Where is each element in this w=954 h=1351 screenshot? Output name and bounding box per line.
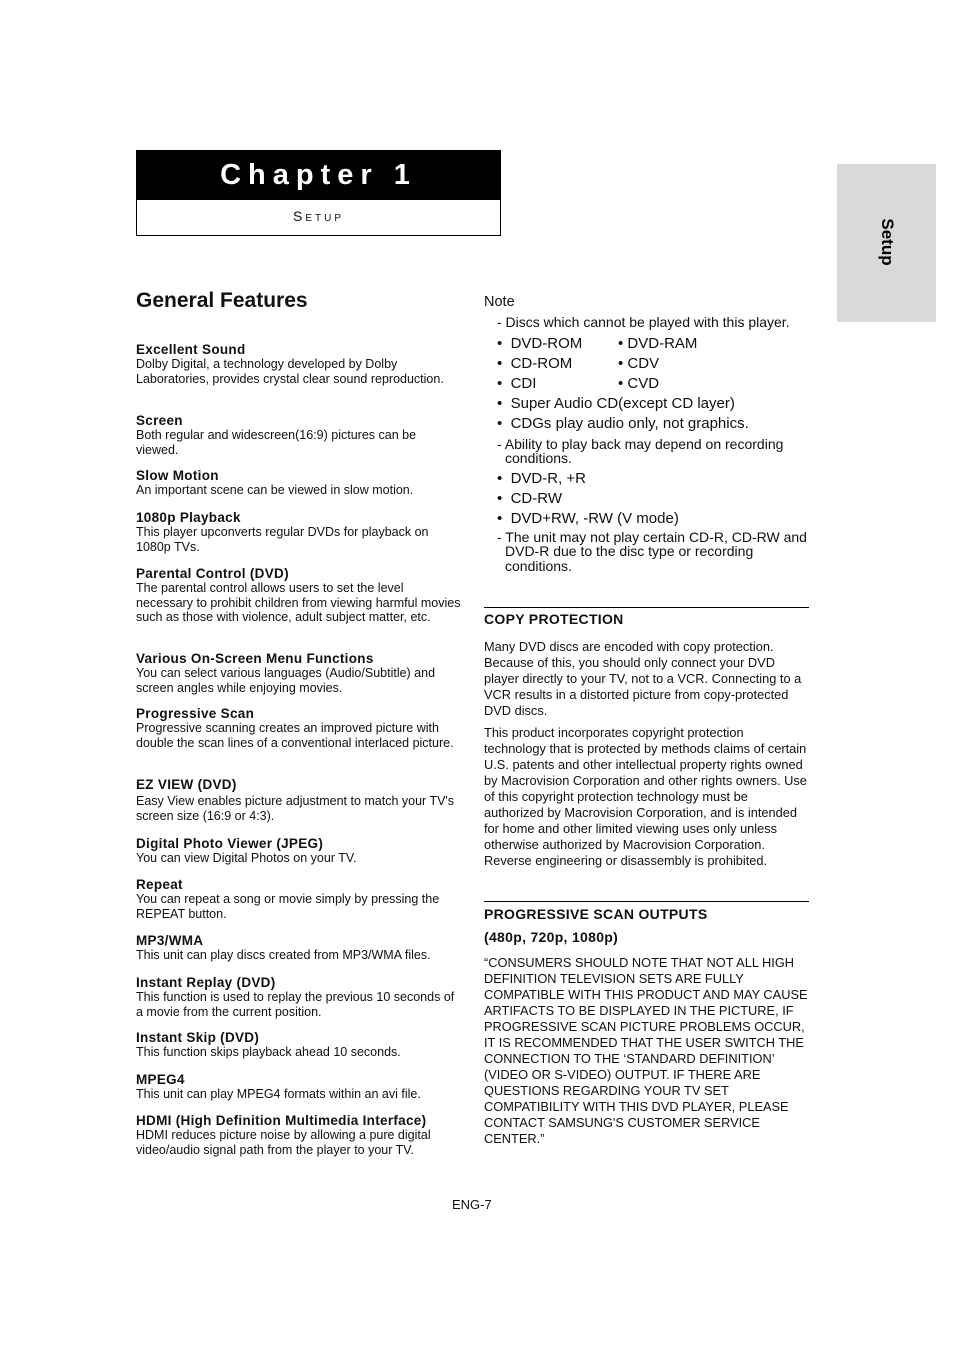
- feature-item: [136, 413, 461, 457]
- feature-item: [136, 975, 461, 1019]
- feature-heading: Instant Skip (DVD): [136, 1030, 260, 1045]
- feature-heading: EZ VIEW (DVD): [136, 777, 237, 792]
- feature-item: [136, 777, 461, 823]
- feature-heading: Slow Motion: [136, 468, 219, 483]
- feature-text: Easy View enables picture adjustment to match your TV's screen size (16:9 or 4:3).: [136, 794, 455, 823]
- feature-item: [136, 877, 461, 921]
- feature-heading: Instant Replay (DVD): [136, 975, 276, 990]
- feature-item: [136, 566, 461, 625]
- disc-pair-list: [484, 334, 809, 434]
- feature-text: An important scene can be viewed in slow motion.: [136, 483, 414, 497]
- chapter-header: [136, 150, 501, 236]
- feature-heading: Various On-Screen Menu Functions: [136, 651, 374, 666]
- feature-text: The parental control allows users to set the level necessary to prohibit children from viewing harmful movies such as those with violence, adult subject matter, etc.: [136, 581, 461, 624]
- bullet-item: • DVD-R, +R: [497, 469, 587, 487]
- feature-heading: MPEG4: [136, 1072, 185, 1087]
- bullet-item: • CDI: [497, 374, 537, 392]
- feature-heading: HDMI (High Definition Multimedia Interface): [136, 1113, 427, 1128]
- feature-text: Progressive scanning creates an improved picture with double the scan lines of a conventional interlaced picture.: [136, 721, 454, 750]
- feature-heading: Digital Photo Viewer (JPEG): [136, 836, 324, 851]
- feature-text: This function is used to replay the previous 10 seconds of a movie from the current position.: [136, 990, 455, 1019]
- feature-heading: MP3/WMA: [136, 933, 204, 948]
- recordable-list: [484, 469, 809, 529]
- bullet-row: [484, 334, 809, 354]
- feature-text: You can select various languages (Audio/Subtitle) and screen angles while enjoying movies.: [136, 666, 436, 695]
- bullet-row: [484, 374, 809, 394]
- feature-text: This player upconverts regular DVDs for playback on 1080p TVs.: [136, 525, 429, 554]
- feature-item: [136, 1030, 461, 1060]
- progressive-scan-para: “CONSUMERS SHOULD NOTE THAT NOT ALL HIGH DEFINITION TELEVISION SETS ARE FULLY COMPATIBLE WITH THIS PRODUCT AND MAY CAUSE ARTIFACTS TO BE DISPLAYED IN THE PICTURE, IF PROGRESSIVE SCAN PICTURE PROBLEMS OCCUR, IT IS RECOMMENDED THAT THE USER SWITCH THE CONNECTION TO THE ‘STANDARD DEFINITION’ (VIDEO OR S-VIDEO) OUTPUT. IF THERE ARE QUESTIONS REGARDING YOUR TV SET COMPATIBILITY WITH THIS DVD PLAYER, PLEASE CONTACT SAMSUNG'S CUSTOMER SERVICE CENTER.”: [484, 955, 808, 1146]
- feature-text: HDMI reduces picture noise by allowing a pure digital video/audio signal path from the player to your TV.: [136, 1128, 431, 1157]
- feature-item: [136, 1113, 436, 1157]
- note-label: Note: [484, 294, 515, 310]
- copy-protection-heading: COPY PROTECTION: [484, 611, 624, 627]
- page-number: ENG-7: [452, 1197, 492, 1212]
- feature-item: [136, 468, 461, 498]
- note-block: [484, 294, 809, 573]
- feature-heading: Parental Control (DVD): [136, 566, 289, 581]
- bullet-row: [484, 354, 809, 374]
- progressive-scan-subheading: (480p, 720p, 1080p): [484, 929, 619, 945]
- feature-item: [136, 651, 461, 695]
- general-features-title: General Features: [136, 289, 308, 312]
- feature-text: You can repeat a song or movie simply by pressing the REPEAT button.: [136, 892, 440, 921]
- feature-heading: Progressive Scan: [136, 706, 255, 721]
- progressive-scan-heading: PROGRESSIVE SCAN OUTPUTS: [484, 906, 708, 922]
- bullet-item: • DVD-ROM: [497, 334, 583, 352]
- note-dash-disc-type: - The unit may not play certain CD-R, CD-RW and DVD-R due to the disc type or recording conditions.: [497, 528, 807, 574]
- section-divider: [484, 607, 809, 608]
- copy-protection-para-2: This product incorporates copyright protection technology that is protected by methods claims of certain U.S. patents and other intellectual property rights owned by Macrovision Corporation and other rights owners. Use of this copyright protection technology must be authorized by Macrovision Corporation, and is intended for home and other limited viewing uses only unless otherwise authorized by Macrovision Corporation. Reverse engineering or disassembly is prohibited.: [484, 725, 807, 868]
- feature-item: [136, 510, 461, 554]
- feature-item: [136, 342, 461, 386]
- note-dash-unplayable: - Discs which cannot be played with this player.: [497, 314, 790, 330]
- bullet-item: • CVD: [618, 374, 660, 392]
- section-divider: [484, 901, 809, 902]
- feature-heading: Repeat: [136, 877, 183, 892]
- section-side-tab: [837, 164, 936, 322]
- note-dash-recording: - Ability to play back may depend on recording conditions.: [497, 435, 784, 466]
- side-tab-label: Setup: [877, 218, 897, 266]
- bullet-item: • CDGs play audio only, not graphics.: [497, 414, 749, 432]
- feature-text: This function skips playback ahead 10 seconds.: [136, 1045, 401, 1059]
- copy-protection-para-1: Many DVD discs are encoded with copy protection. Because of this, you should only connect your DVD player directly to your TV, not to a VCR. Connecting to a VCR results in a distorted picture from copy-protected DVD discs.: [484, 639, 802, 718]
- bullet-item: • CD-RW: [497, 489, 562, 507]
- progressive-scan-section: [484, 906, 809, 1147]
- chapter-title: Chapter 1: [137, 151, 500, 200]
- feature-item: [136, 836, 461, 866]
- bullet-item: • Super Audio CD(except CD layer): [497, 394, 735, 412]
- feature-heading: Excellent Sound: [136, 342, 246, 357]
- feature-item: [136, 1072, 461, 1102]
- bullet-item: • CD-ROM: [497, 354, 573, 372]
- chapter-subtitle: Setup: [292, 208, 344, 224]
- feature-text: This unit can play MPEG4 formats within an avi file.: [136, 1087, 421, 1101]
- feature-text: You can view Digital Photos on your TV.: [136, 851, 357, 865]
- feature-text: Dolby Digital, a technology developed by Dolby Laboratories, provides crystal clear sound reproduction.: [136, 357, 444, 386]
- bullet-item: • CDV: [618, 354, 660, 372]
- feature-heading: 1080p Playback: [136, 510, 241, 525]
- feature-text: This unit can play discs created from MP3/WMA files.: [136, 948, 431, 962]
- feature-heading: Screen: [136, 413, 183, 428]
- copy-protection-section: [484, 611, 809, 869]
- feature-item: [136, 706, 461, 750]
- feature-item: [136, 933, 461, 963]
- bullet-item: • DVD+RW, -RW (V mode): [497, 509, 679, 527]
- feature-text: Both regular and widescreen(16:9) pictures can be viewed.: [136, 428, 417, 457]
- bullet-item: • DVD-RAM: [618, 334, 698, 352]
